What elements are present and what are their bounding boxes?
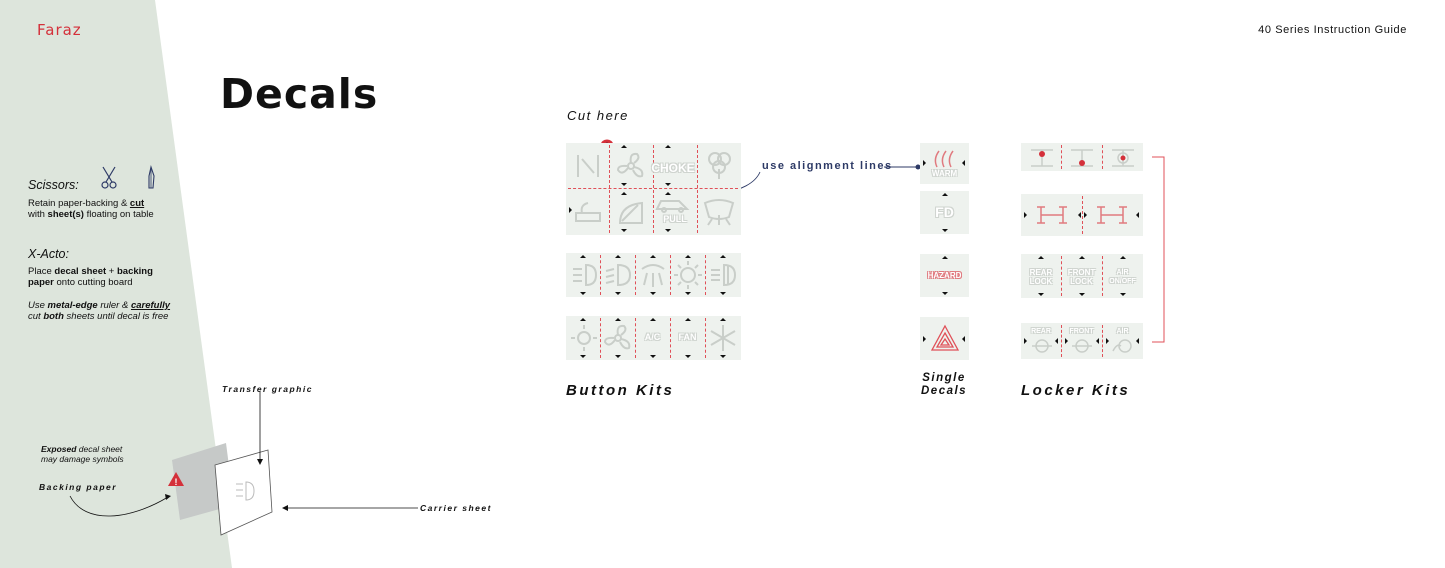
rear-axle-locker-icon <box>1029 146 1055 168</box>
place-text: Place <box>28 266 55 277</box>
fog-light-icon <box>708 261 738 289</box>
svg-text:!: ! <box>174 477 178 487</box>
scissors-line2-text: with <box>28 209 48 220</box>
paper-emphasis: paper <box>28 277 54 288</box>
locker-kit-panel-3 <box>1021 254 1143 298</box>
air-compressor-icon <box>1111 337 1135 355</box>
use-text: Use <box>28 300 48 311</box>
single-decal-fd <box>920 191 969 234</box>
front-label: FRONT <box>1069 328 1094 335</box>
exposed-rest: decal sheet <box>76 444 123 454</box>
hazard-triangle-icon <box>930 324 960 352</box>
metal-edge-emphasis: metal-edge <box>47 300 98 311</box>
single-decals-title-line1: Single <box>922 372 966 384</box>
single-decals-title-line2: Decals <box>921 385 968 397</box>
air-onoff-line1: AIR <box>1116 269 1129 276</box>
button-kit-panel-3 <box>566 316 741 360</box>
scissors-line1-text: Retain paper-backing & <box>28 198 130 209</box>
locker-kit-panel-4 <box>1021 323 1143 359</box>
scissors-line2-rest: floating on table <box>83 209 154 220</box>
backing-arrow <box>70 496 168 516</box>
button-kits-title: Button Kits <box>566 382 675 399</box>
single-decal-hazard <box>920 254 969 297</box>
snowflake-icon <box>708 323 738 353</box>
button-kit-panel-2 <box>566 253 741 297</box>
xacto-instruction-1 <box>28 266 203 288</box>
guide-title: 40 Series Instruction Guide <box>1258 24 1407 36</box>
air-label: AIR <box>1116 328 1129 335</box>
fan-icon <box>616 151 646 181</box>
dome-light-icon <box>638 261 668 289</box>
xacto-heading: X-Acto: <box>28 247 69 261</box>
cut-here-label: Cut here <box>567 108 629 123</box>
front-axle-locker-icon <box>1069 146 1095 168</box>
air-onoff-line2: ON/OFF <box>1109 278 1136 285</box>
locker-kit-bracket <box>1150 155 1170 345</box>
cut-emphasis: cut <box>129 198 145 209</box>
backing-paper-label: Backing paper <box>39 482 118 492</box>
ac-label: A/C <box>644 332 661 342</box>
locker-kit-panel-2 <box>1021 194 1143 236</box>
transfer-graphic-label: Transfer graphic <box>222 384 313 394</box>
center-locker-icon <box>1110 146 1136 168</box>
locker-kit-panel-1 <box>1021 143 1143 171</box>
front-diff-icon <box>1071 337 1093 355</box>
single-decal-warm <box>920 143 969 184</box>
choke-label: CHOKE <box>651 161 695 175</box>
heat-sun-icon <box>569 323 599 353</box>
scissors-instructions <box>28 198 198 220</box>
scissors-icon <box>100 166 118 190</box>
front-lock-label <box>1061 268 1102 286</box>
page-title: Decals <box>220 70 379 118</box>
sun-light-icon <box>672 259 704 291</box>
headlight-icon <box>570 261 598 289</box>
transfer-diagram <box>0 380 440 540</box>
scissors-heading: Scissors: <box>28 178 79 192</box>
drivetrain-front-icon <box>1035 203 1069 227</box>
hazard-label: HAZARD <box>927 271 962 280</box>
exposed-line2: may damage symbols <box>41 454 124 464</box>
locker-kits-title: Locker Kits <box>1021 382 1131 399</box>
single-decal-hazard-triangle <box>920 317 969 360</box>
battery-plug-icon <box>572 199 604 225</box>
drivetrain-rear-icon <box>1095 203 1129 227</box>
brand-logo: Faraz <box>37 21 82 39</box>
exposed-emphasis: Exposed <box>41 444 77 454</box>
warm-label: WARM <box>931 169 958 178</box>
fd-label: FD <box>935 204 954 220</box>
fan-label: FAN <box>678 332 697 342</box>
fan-speed-icon <box>603 323 633 353</box>
single-decals-title <box>921 372 967 398</box>
cut-text: cut <box>28 311 44 322</box>
backing-emphasis: backing <box>116 266 153 277</box>
wiper-fluid-icon <box>616 197 646 227</box>
carrier-sheet-label: Carrier sheet <box>420 503 492 513</box>
rear-lock-label <box>1021 268 1061 286</box>
front-lock-line1: FRONT <box>1067 268 1096 277</box>
ruler-text: ruler & <box>97 300 131 311</box>
washer-icon <box>702 197 736 227</box>
carrier-sheet <box>215 450 272 535</box>
xacto-knife-icon <box>146 166 156 190</box>
carefully-emphasis: carefully <box>130 300 171 311</box>
winch-icon <box>574 151 602 181</box>
clover-icon <box>704 149 734 181</box>
rear-lock-line1: REAR <box>1029 268 1053 277</box>
pull-label: PULL <box>663 214 687 224</box>
both-emphasis: both <box>43 311 64 322</box>
rear-label: REAR <box>1031 328 1051 335</box>
rear-lock-line2: LOCK <box>1029 277 1053 286</box>
car-icon <box>654 195 692 213</box>
sheets-emphasis: sheet(s) <box>47 209 84 220</box>
cutting-board-text: onto cutting board <box>53 277 133 288</box>
decal-sheet-emphasis: decal sheet <box>54 266 107 277</box>
seat-heat-icon <box>932 149 958 169</box>
low-beam-icon <box>604 261 632 289</box>
air-onoff-label <box>1102 268 1143 286</box>
alignment-lines-label: use alignment lines <box>762 160 893 172</box>
rear-diff-icon <box>1031 337 1053 355</box>
xacto-instruction-2 <box>28 300 208 322</box>
button-kit-panel-1 <box>566 143 741 235</box>
front-lock-line2: LOCK <box>1070 277 1093 286</box>
sheets-free-text: sheets until decal is free <box>63 311 169 322</box>
plus-text: + <box>106 266 117 277</box>
